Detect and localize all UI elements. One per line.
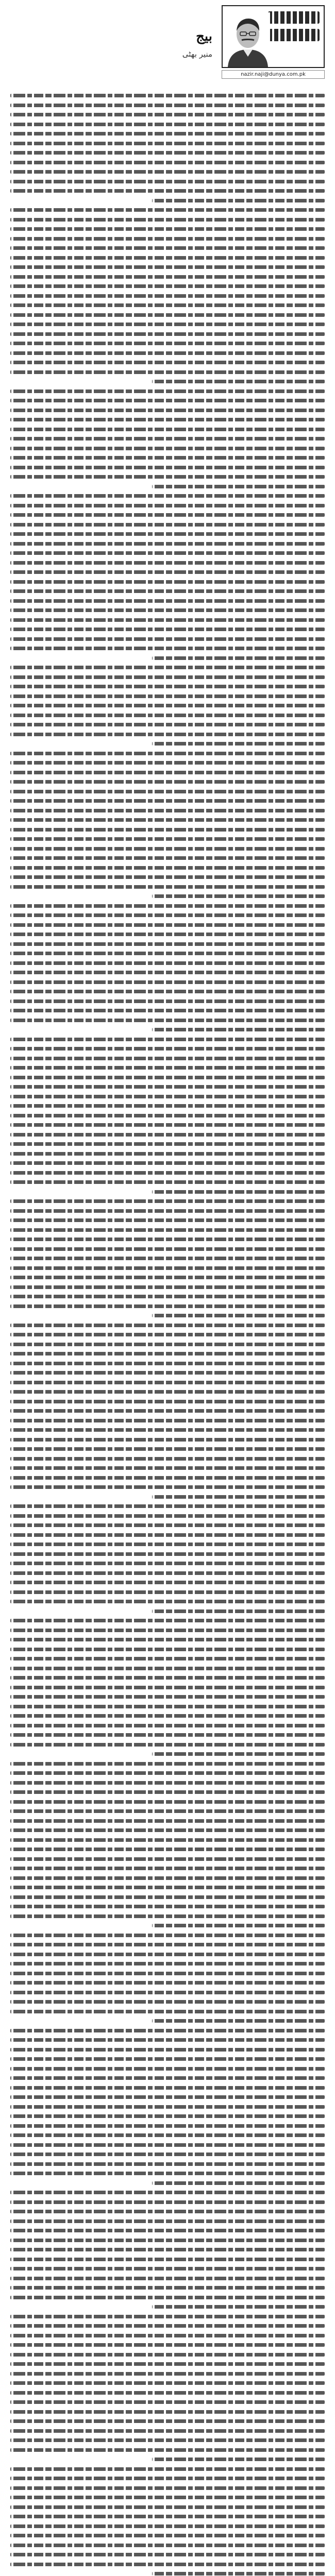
text-line	[10, 313, 325, 317]
text-line	[10, 2029, 325, 2032]
text-line	[10, 2239, 325, 2242]
text-line	[10, 2419, 325, 2423]
text-line	[10, 246, 325, 250]
text-line	[10, 990, 325, 993]
text-line	[10, 151, 325, 155]
text-line	[10, 2010, 325, 2013]
text-line	[10, 2153, 325, 2156]
article-paragraph	[10, 389, 325, 488]
text-line	[10, 1667, 325, 1670]
title-area	[10, 5, 212, 82]
text-line	[10, 1324, 325, 1327]
text-line	[10, 1419, 325, 1422]
text-line	[10, 2505, 325, 2509]
text-line	[10, 2133, 325, 2137]
text-line	[10, 1571, 325, 1575]
text-line	[10, 1095, 325, 1098]
text-line	[10, 1657, 325, 1660]
text-line	[10, 2534, 325, 2537]
text-line	[10, 1390, 325, 1394]
text-line	[10, 1247, 325, 1251]
text-line	[10, 370, 325, 374]
text-line	[10, 818, 325, 822]
text-line	[10, 2200, 325, 2204]
text-line	[10, 2000, 325, 2004]
text-line	[10, 2515, 325, 2518]
text-line	[10, 1504, 325, 1508]
text-line	[10, 132, 325, 135]
text-line	[10, 828, 325, 832]
text-line	[10, 1466, 325, 1470]
text-line	[10, 875, 325, 879]
text-line	[10, 1800, 325, 1804]
text-line	[10, 2162, 325, 2166]
text-line	[10, 2267, 325, 2270]
text-line	[10, 1076, 325, 1079]
author-email[interactable]: nazir.naji@dunya.com.pk	[222, 70, 325, 79]
author-portrait	[226, 12, 270, 67]
text-line	[10, 1047, 325, 1050]
text-line	[10, 1257, 325, 1260]
text-line	[10, 1142, 325, 1146]
article-paragraph	[10, 208, 325, 383]
text-line	[10, 447, 325, 450]
text-line	[10, 1895, 325, 1899]
text-line	[10, 180, 325, 183]
text-line	[10, 1590, 325, 1594]
text-line	[10, 1114, 325, 1117]
article-paragraph	[10, 1504, 325, 1613]
text-line	[10, 237, 325, 241]
text-line	[10, 1447, 325, 1451]
text-line	[10, 885, 325, 889]
text-line	[10, 1533, 325, 1537]
text-line	[152, 2572, 325, 2575]
text-line	[10, 1333, 325, 1336]
text-line	[10, 733, 325, 736]
text-line	[10, 1228, 325, 1232]
text-line	[10, 2448, 325, 2452]
text-line	[10, 513, 325, 517]
article-paragraph	[10, 904, 325, 1032]
text-line	[152, 2019, 325, 2023]
text-line	[10, 389, 325, 393]
text-line	[10, 1019, 325, 1022]
text-line	[152, 1314, 325, 1317]
text-line	[10, 1705, 325, 1708]
article-paragraph	[10, 494, 325, 660]
text-line	[152, 2305, 325, 2309]
text-line	[10, 647, 325, 650]
column-masthead	[10, 5, 325, 82]
text-line	[10, 1161, 325, 1165]
text-line	[10, 1743, 325, 1747]
text-line	[10, 437, 325, 440]
text-line	[10, 256, 325, 260]
text-line	[10, 694, 325, 698]
text-line	[152, 1924, 325, 1927]
text-line	[10, 913, 325, 917]
text-line	[10, 714, 325, 717]
text-line	[10, 1848, 325, 1851]
article-paragraph	[10, 1762, 325, 1928]
text-line	[10, 761, 325, 765]
column-title: بیج	[196, 29, 212, 44]
text-line	[10, 1371, 325, 1375]
text-line	[10, 351, 325, 355]
text-line	[10, 628, 325, 631]
text-line	[10, 361, 325, 364]
text-line	[10, 1085, 325, 1089]
text-line	[10, 971, 325, 974]
text-line	[10, 2038, 325, 2042]
article-paragraph	[10, 94, 325, 202]
text-line	[10, 523, 325, 527]
text-line	[10, 2553, 325, 2556]
text-line	[10, 2372, 325, 2376]
text-line	[10, 1543, 325, 1546]
text-line	[10, 961, 325, 965]
text-line	[10, 608, 325, 612]
text-line	[10, 780, 325, 784]
text-line	[10, 2410, 325, 2414]
text-line	[10, 1905, 325, 1908]
text-line	[10, 1724, 325, 1727]
text-line	[152, 2181, 325, 2185]
text-line	[10, 637, 325, 641]
text-line	[10, 142, 325, 145]
text-line	[10, 208, 325, 212]
text-line	[10, 2229, 325, 2232]
text-line	[10, 2438, 325, 2442]
text-line	[152, 380, 325, 383]
text-line	[10, 1066, 325, 1070]
text-line	[10, 2219, 325, 2223]
text-line	[10, 409, 325, 412]
text-line	[10, 2334, 325, 2337]
text-line	[10, 1733, 325, 1737]
text-line	[10, 1104, 325, 1108]
text-line	[10, 2496, 325, 2499]
text-line	[10, 1914, 325, 1918]
text-line	[10, 218, 325, 222]
text-line	[10, 2277, 325, 2280]
text-line	[10, 866, 325, 870]
text-line	[10, 1686, 325, 1689]
text-line	[10, 1943, 325, 1946]
text-line	[10, 1781, 325, 1785]
text-line	[152, 485, 325, 488]
text-line	[10, 980, 325, 984]
text-line	[10, 1523, 325, 1527]
article-paragraph	[10, 1038, 325, 1194]
text-line	[10, 428, 325, 431]
text-line	[10, 2343, 325, 2347]
text-line	[10, 1476, 325, 1480]
text-line	[10, 2362, 325, 2366]
article-paragraph	[10, 2029, 325, 2185]
text-line	[10, 323, 325, 326]
text-line	[10, 2296, 325, 2299]
text-line	[10, 2544, 325, 2547]
text-line	[10, 1514, 325, 1518]
column-brand-logo	[268, 11, 320, 41]
text-line	[10, 2172, 325, 2175]
text-line	[10, 170, 325, 174]
author-profile	[222, 5, 325, 82]
article-paragraph	[10, 2467, 325, 2576]
column-logo-box	[222, 5, 325, 68]
article-paragraph	[10, 1199, 325, 1317]
text-line	[10, 104, 325, 107]
text-line	[10, 1981, 325, 1985]
text-line	[10, 1285, 325, 1289]
text-line	[10, 1714, 325, 1718]
text-line	[10, 1381, 325, 1384]
text-line	[10, 2210, 325, 2213]
text-line	[10, 1343, 325, 1346]
text-line	[10, 2400, 325, 2404]
text-line	[10, 1819, 325, 1823]
text-line	[10, 561, 325, 565]
text-line	[10, 666, 325, 669]
article-paragraph	[10, 666, 325, 745]
text-line	[10, 618, 325, 622]
text-line	[10, 1552, 325, 1556]
text-line	[10, 1629, 325, 1632]
text-line	[10, 771, 325, 774]
text-line	[10, 1276, 325, 1279]
text-line	[10, 1695, 325, 1699]
text-line	[10, 1171, 325, 1175]
text-line	[10, 342, 325, 345]
text-line	[10, 1409, 325, 1413]
text-line	[10, 2048, 325, 2052]
text-line	[10, 1038, 325, 1041]
text-line	[152, 199, 325, 202]
text-line	[10, 923, 325, 927]
text-line	[10, 1867, 325, 1870]
text-line	[10, 1180, 325, 1184]
text-line	[10, 466, 325, 469]
text-line	[10, 2105, 325, 2109]
text-line	[10, 399, 325, 402]
text-line	[10, 1790, 325, 1794]
article-paragraph	[10, 1934, 325, 2023]
text-line	[10, 2143, 325, 2147]
text-line	[10, 1218, 325, 1222]
text-line	[10, 2191, 325, 2194]
text-line	[10, 418, 325, 421]
text-line	[10, 2286, 325, 2290]
text-line	[10, 933, 325, 936]
text-line	[152, 656, 325, 660]
text-line	[10, 2248, 325, 2251]
text-line	[10, 1953, 325, 1956]
text-line	[10, 1009, 325, 1012]
article-paragraph	[10, 2315, 325, 2462]
text-line	[10, 790, 325, 793]
text-line	[10, 2381, 325, 2385]
text-line	[152, 1495, 325, 1499]
text-line	[10, 1352, 325, 1355]
text-line	[10, 1133, 325, 1137]
brand-logo-line	[268, 29, 320, 41]
text-line	[10, 570, 325, 574]
text-line	[10, 161, 325, 164]
article-paragraph	[10, 1324, 325, 1499]
article-paragraph	[10, 1619, 325, 1756]
text-line	[10, 1428, 325, 1432]
article-paragraph	[10, 752, 325, 899]
text-line	[10, 265, 325, 269]
text-line	[10, 599, 325, 603]
text-line	[10, 1991, 325, 1994]
text-line	[10, 1438, 325, 1442]
text-line	[152, 2458, 325, 2461]
text-line	[10, 704, 325, 707]
text-line	[10, 675, 325, 679]
text-line	[10, 2353, 325, 2357]
article-paragraph	[10, 2191, 325, 2309]
text-line	[10, 2076, 325, 2080]
text-line	[10, 837, 325, 841]
text-line	[10, 1266, 325, 1270]
text-line	[152, 1028, 325, 1031]
text-line	[10, 1209, 325, 1213]
text-line	[10, 1809, 325, 1813]
text-line	[10, 2477, 325, 2480]
text-line	[10, 752, 325, 755]
text-line	[10, 551, 325, 555]
text-line	[10, 1295, 325, 1298]
text-line	[10, 1838, 325, 1842]
text-line	[10, 2524, 325, 2528]
text-line	[10, 589, 325, 593]
text-line	[10, 303, 325, 307]
text-line	[10, 2114, 325, 2118]
text-line	[10, 1676, 325, 1680]
text-line	[10, 1886, 325, 1889]
text-line	[10, 2563, 325, 2566]
text-line	[10, 2258, 325, 2261]
text-line	[10, 1648, 325, 1651]
text-line	[10, 332, 325, 336]
text-line	[10, 94, 325, 97]
text-line	[10, 1962, 325, 1965]
text-line	[10, 456, 325, 460]
text-line	[10, 284, 325, 288]
text-line	[10, 1972, 325, 1975]
text-line	[10, 113, 325, 116]
text-line	[10, 294, 325, 298]
text-line	[10, 580, 325, 584]
text-line	[152, 1752, 325, 1756]
text-line	[10, 847, 325, 851]
text-line	[10, 1485, 325, 1489]
text-line	[10, 1581, 325, 1584]
text-line	[10, 799, 325, 803]
text-line	[10, 275, 325, 279]
text-line	[10, 685, 325, 688]
text-line	[10, 494, 325, 498]
text-line	[10, 723, 325, 726]
text-line	[10, 809, 325, 812]
text-line	[10, 2324, 325, 2328]
text-line	[10, 1600, 325, 1603]
author-name: منیر بھٹی	[182, 49, 212, 59]
text-line	[10, 1771, 325, 1775]
text-line	[10, 1562, 325, 1565]
text-line	[10, 2067, 325, 2071]
text-line	[10, 2467, 325, 2471]
text-line	[10, 504, 325, 507]
text-line	[10, 475, 325, 479]
text-line	[10, 1304, 325, 1308]
text-line	[152, 1609, 325, 1613]
text-line	[10, 856, 325, 860]
text-line	[10, 1400, 325, 1403]
text-line	[152, 742, 325, 745]
text-line	[10, 1123, 325, 1127]
text-line	[10, 1876, 325, 1880]
text-line	[10, 1238, 325, 1241]
text-line	[10, 904, 325, 908]
text-line	[10, 1934, 325, 1937]
text-line	[10, 2057, 325, 2061]
text-line	[10, 1619, 325, 1622]
text-line	[10, 2124, 325, 2128]
text-line	[10, 1457, 325, 1461]
text-line	[10, 952, 325, 955]
text-line	[10, 227, 325, 231]
text-line	[152, 894, 325, 898]
text-line	[10, 532, 325, 536]
text-line	[10, 999, 325, 1003]
text-line	[10, 1362, 325, 1365]
text-line	[10, 2086, 325, 2090]
article-body	[10, 94, 325, 2576]
text-line	[10, 189, 325, 193]
text-line	[10, 2391, 325, 2395]
text-line	[10, 2315, 325, 2318]
text-line	[10, 2095, 325, 2099]
text-line	[10, 1857, 325, 1861]
text-line	[10, 123, 325, 126]
brand-logo-line	[268, 11, 320, 24]
text-line	[10, 2486, 325, 2490]
text-line	[10, 942, 325, 946]
text-line	[10, 1638, 325, 1641]
text-line	[152, 1190, 325, 1194]
text-line	[10, 2429, 325, 2433]
text-line	[10, 1762, 325, 1766]
text-line	[10, 1152, 325, 1156]
text-line	[10, 1199, 325, 1203]
text-line	[10, 1828, 325, 1832]
text-line	[10, 1057, 325, 1060]
text-line	[10, 542, 325, 546]
